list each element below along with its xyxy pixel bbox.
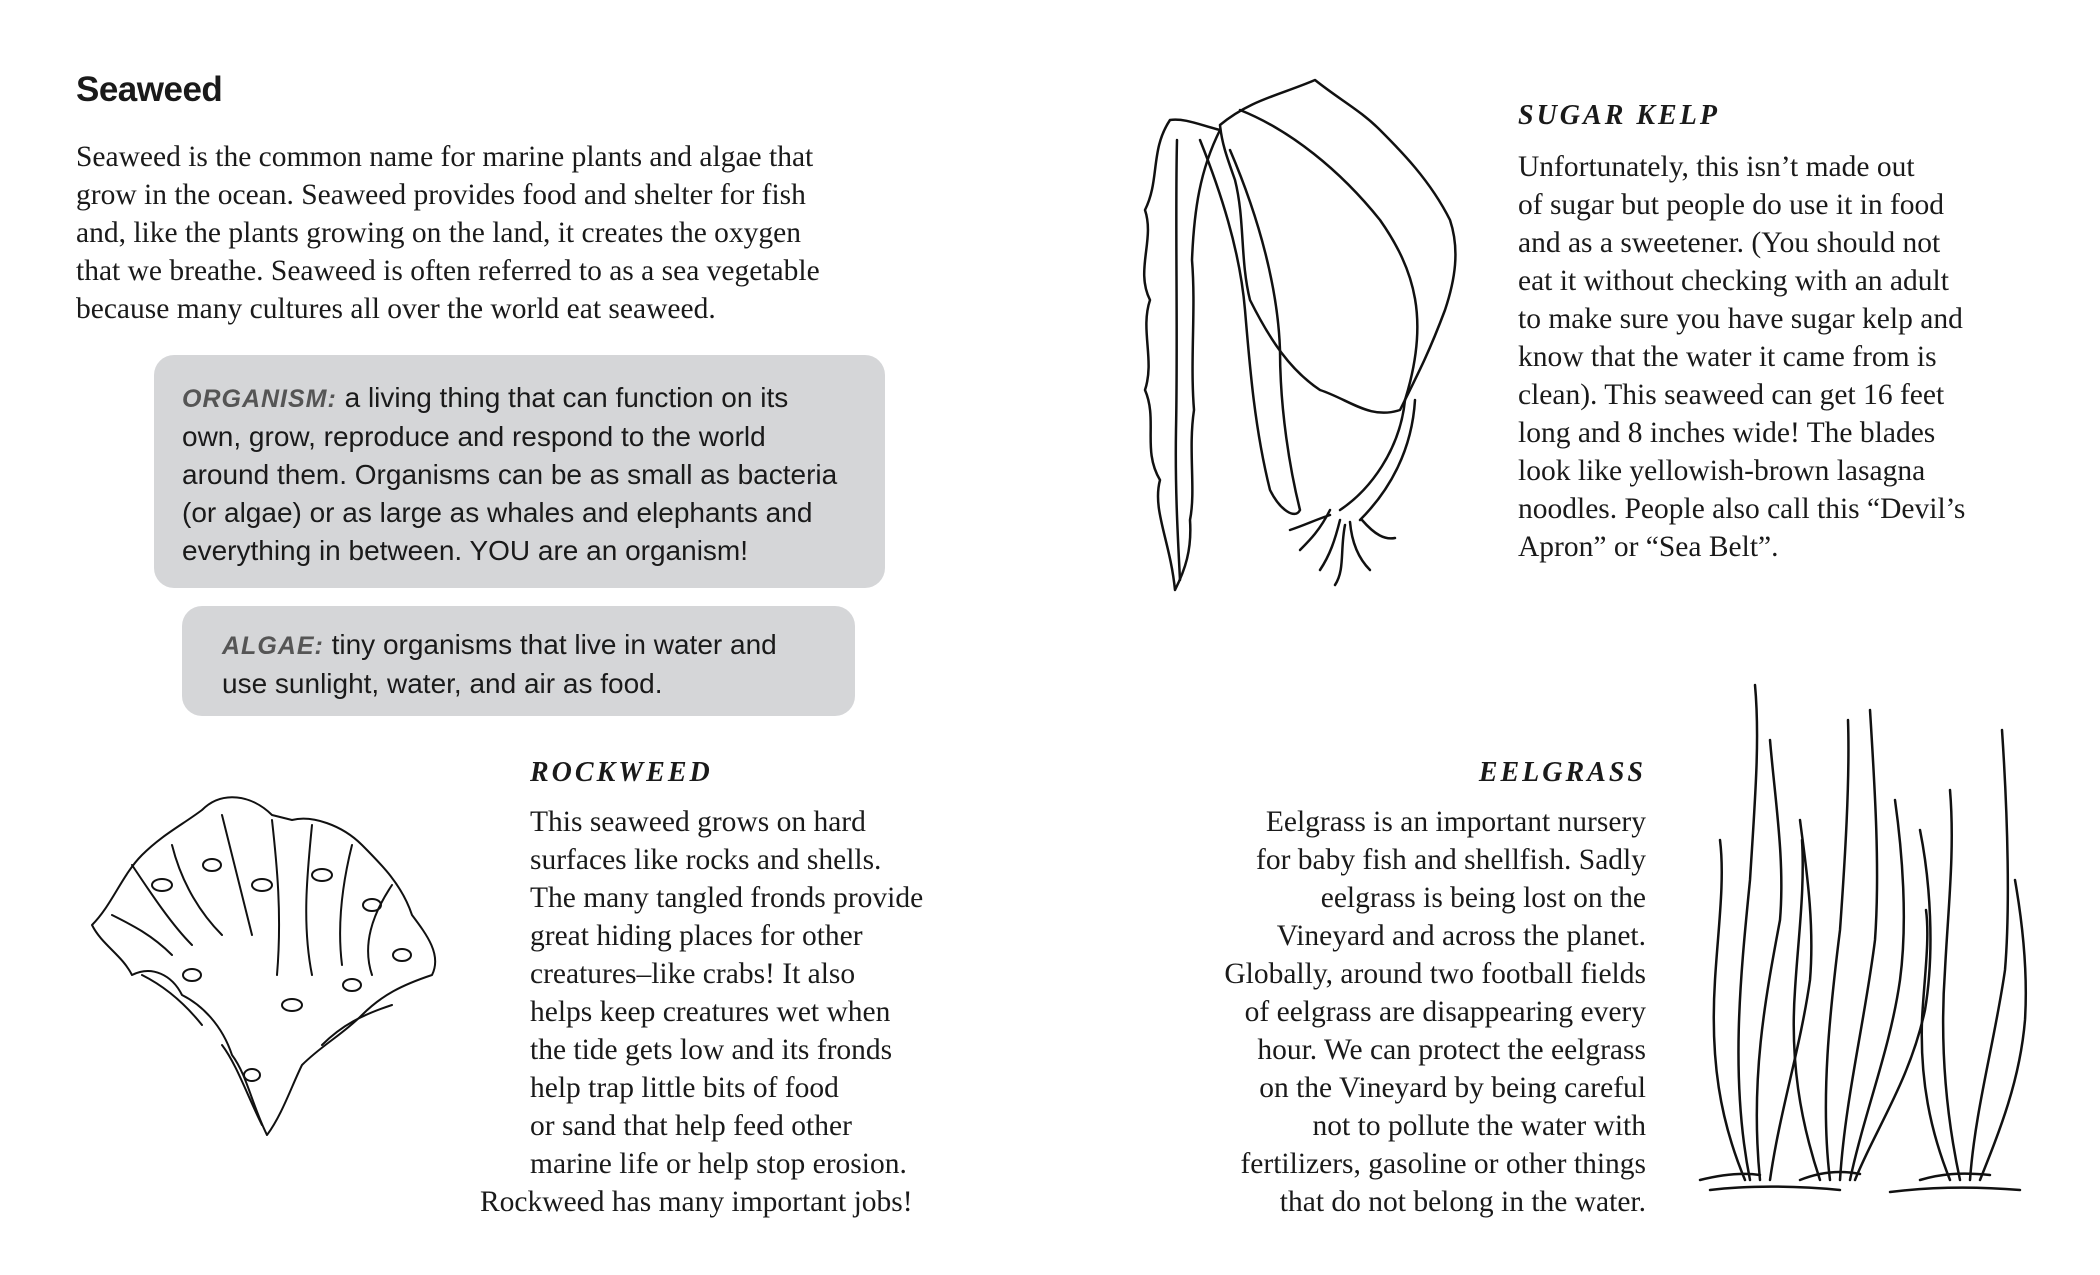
sugar-kelp-line: long and 8 inches wide! The blades <box>1518 417 1936 449</box>
intro-line: because many cultures all over the world eat seaweed. <box>76 293 716 325</box>
sugar-kelp-line: look like yellowish-brown lasagna <box>1518 455 1926 487</box>
definition-line: use sunlight, water, and air as food. <box>222 668 663 699</box>
eelgrass-line: fertilizers, gasoline or other things <box>1240 1148 1646 1180</box>
algae-definition-box <box>182 606 855 716</box>
page-title: Seaweed <box>76 70 223 109</box>
eelgrass-title: EELGRASS <box>1478 757 1646 788</box>
organism-term: ORGANISM: <box>182 385 337 413</box>
sugar-kelp-description <box>1518 148 2078 566</box>
definition-line: around them. Organisms can be as small as bacteria <box>182 459 838 490</box>
sugar-kelp-illustration <box>1130 70 1480 610</box>
eelgrass-line: hour. We can protect the eelgrass <box>1257 1034 1646 1066</box>
eelgrass-line: that do not belong in the water. <box>1279 1186 1646 1218</box>
rockweed-line: Rockweed has many important jobs! <box>480 1186 913 1218</box>
eelgrass-illustration <box>1690 680 2050 1210</box>
rockweed-line: The many tangled fronds provide <box>530 882 924 914</box>
eelgrass-line: Globally, around two football fields <box>1224 958 1646 990</box>
eelgrass-line: Vineyard and across the planet. <box>1276 920 1646 952</box>
rockweed-line: the tide gets low and its fronds <box>530 1034 893 1066</box>
rockweed-line: surfaces like rocks and shells. <box>530 844 882 876</box>
intro-paragraph <box>76 138 976 328</box>
intro-line: that we breathe. Seaweed is often referred to as a sea vegetable <box>76 255 820 287</box>
definition-line: a living thing that can function on its <box>336 382 789 413</box>
sugar-kelp-line: clean). This seaweed can get 16 feet <box>1518 379 1945 411</box>
rockweed-line: helps keep creatures wet when <box>530 996 891 1028</box>
eelgrass-line: not to pollute the water with <box>1312 1110 1646 1142</box>
sugar-kelp-line: and as a sweetener. (You should not <box>1518 227 1941 259</box>
rockweed-illustration <box>72 775 462 1155</box>
sugar-kelp-line: Unfortunately, this isn’t made out <box>1518 151 1915 183</box>
eelgrass-line: eelgrass is being lost on the <box>1320 882 1646 914</box>
rockweed-line: great hiding places for other <box>530 920 863 952</box>
rockweed-description <box>480 803 1000 1221</box>
rockweed-line: help trap little bits of food <box>530 1072 839 1104</box>
eelgrass-line: on the Vineyard by being careful <box>1259 1072 1646 1104</box>
organism-definition-box <box>154 355 885 588</box>
intro-line: Seaweed is the common name for marine plants and algae that <box>76 141 814 173</box>
sugar-kelp-line: to make sure you have sugar kelp and <box>1518 303 1963 335</box>
eelgrass-line: for baby fish and shellfish. Sadly <box>1256 844 1646 876</box>
sugar-kelp-line: Apron” or “Sea Belt”. <box>1518 531 1779 563</box>
eelgrass-line: Eelgrass is an important nursery <box>1265 806 1646 838</box>
sugar-kelp-line: of sugar but people do use it in food <box>1518 189 1945 221</box>
rockweed-line: or sand that help feed other <box>530 1110 852 1142</box>
intro-line: grow in the ocean. Seaweed provides food and shelter for fish <box>76 179 806 211</box>
definition-line: own, grow, reproduce and respond to the world <box>182 421 766 452</box>
definition-line: (or algae) or as large as whales and elephants and <box>182 497 813 528</box>
eelgrass-line: of eelgrass are disappearing every <box>1244 996 1646 1028</box>
rockweed-line: creatures–like crabs! It also <box>530 958 856 990</box>
sugar-kelp-line: know that the water it came from is <box>1518 341 1937 373</box>
sugar-kelp-line: eat it without checking with an adult <box>1518 265 1949 297</box>
intro-line: and, like the plants growing on the land, it creates the oxygen <box>76 217 802 249</box>
rockweed-line: marine life or help stop erosion. <box>530 1148 907 1180</box>
sugar-kelp-title: SUGAR KELP <box>1518 100 1720 131</box>
sugar-kelp-line: noodles. People also call this “Devil’s <box>1518 493 1966 525</box>
definition-line: tiny organisms that live in water and <box>323 629 777 660</box>
algae-term: ALGAE: <box>222 632 324 660</box>
definition-line: everything in between. YOU are an organism! <box>182 535 749 566</box>
rockweed-line: This seaweed grows on hard <box>530 806 866 838</box>
eelgrass-description <box>1100 803 1646 1221</box>
rockweed-title: ROCKWEED <box>530 757 713 788</box>
